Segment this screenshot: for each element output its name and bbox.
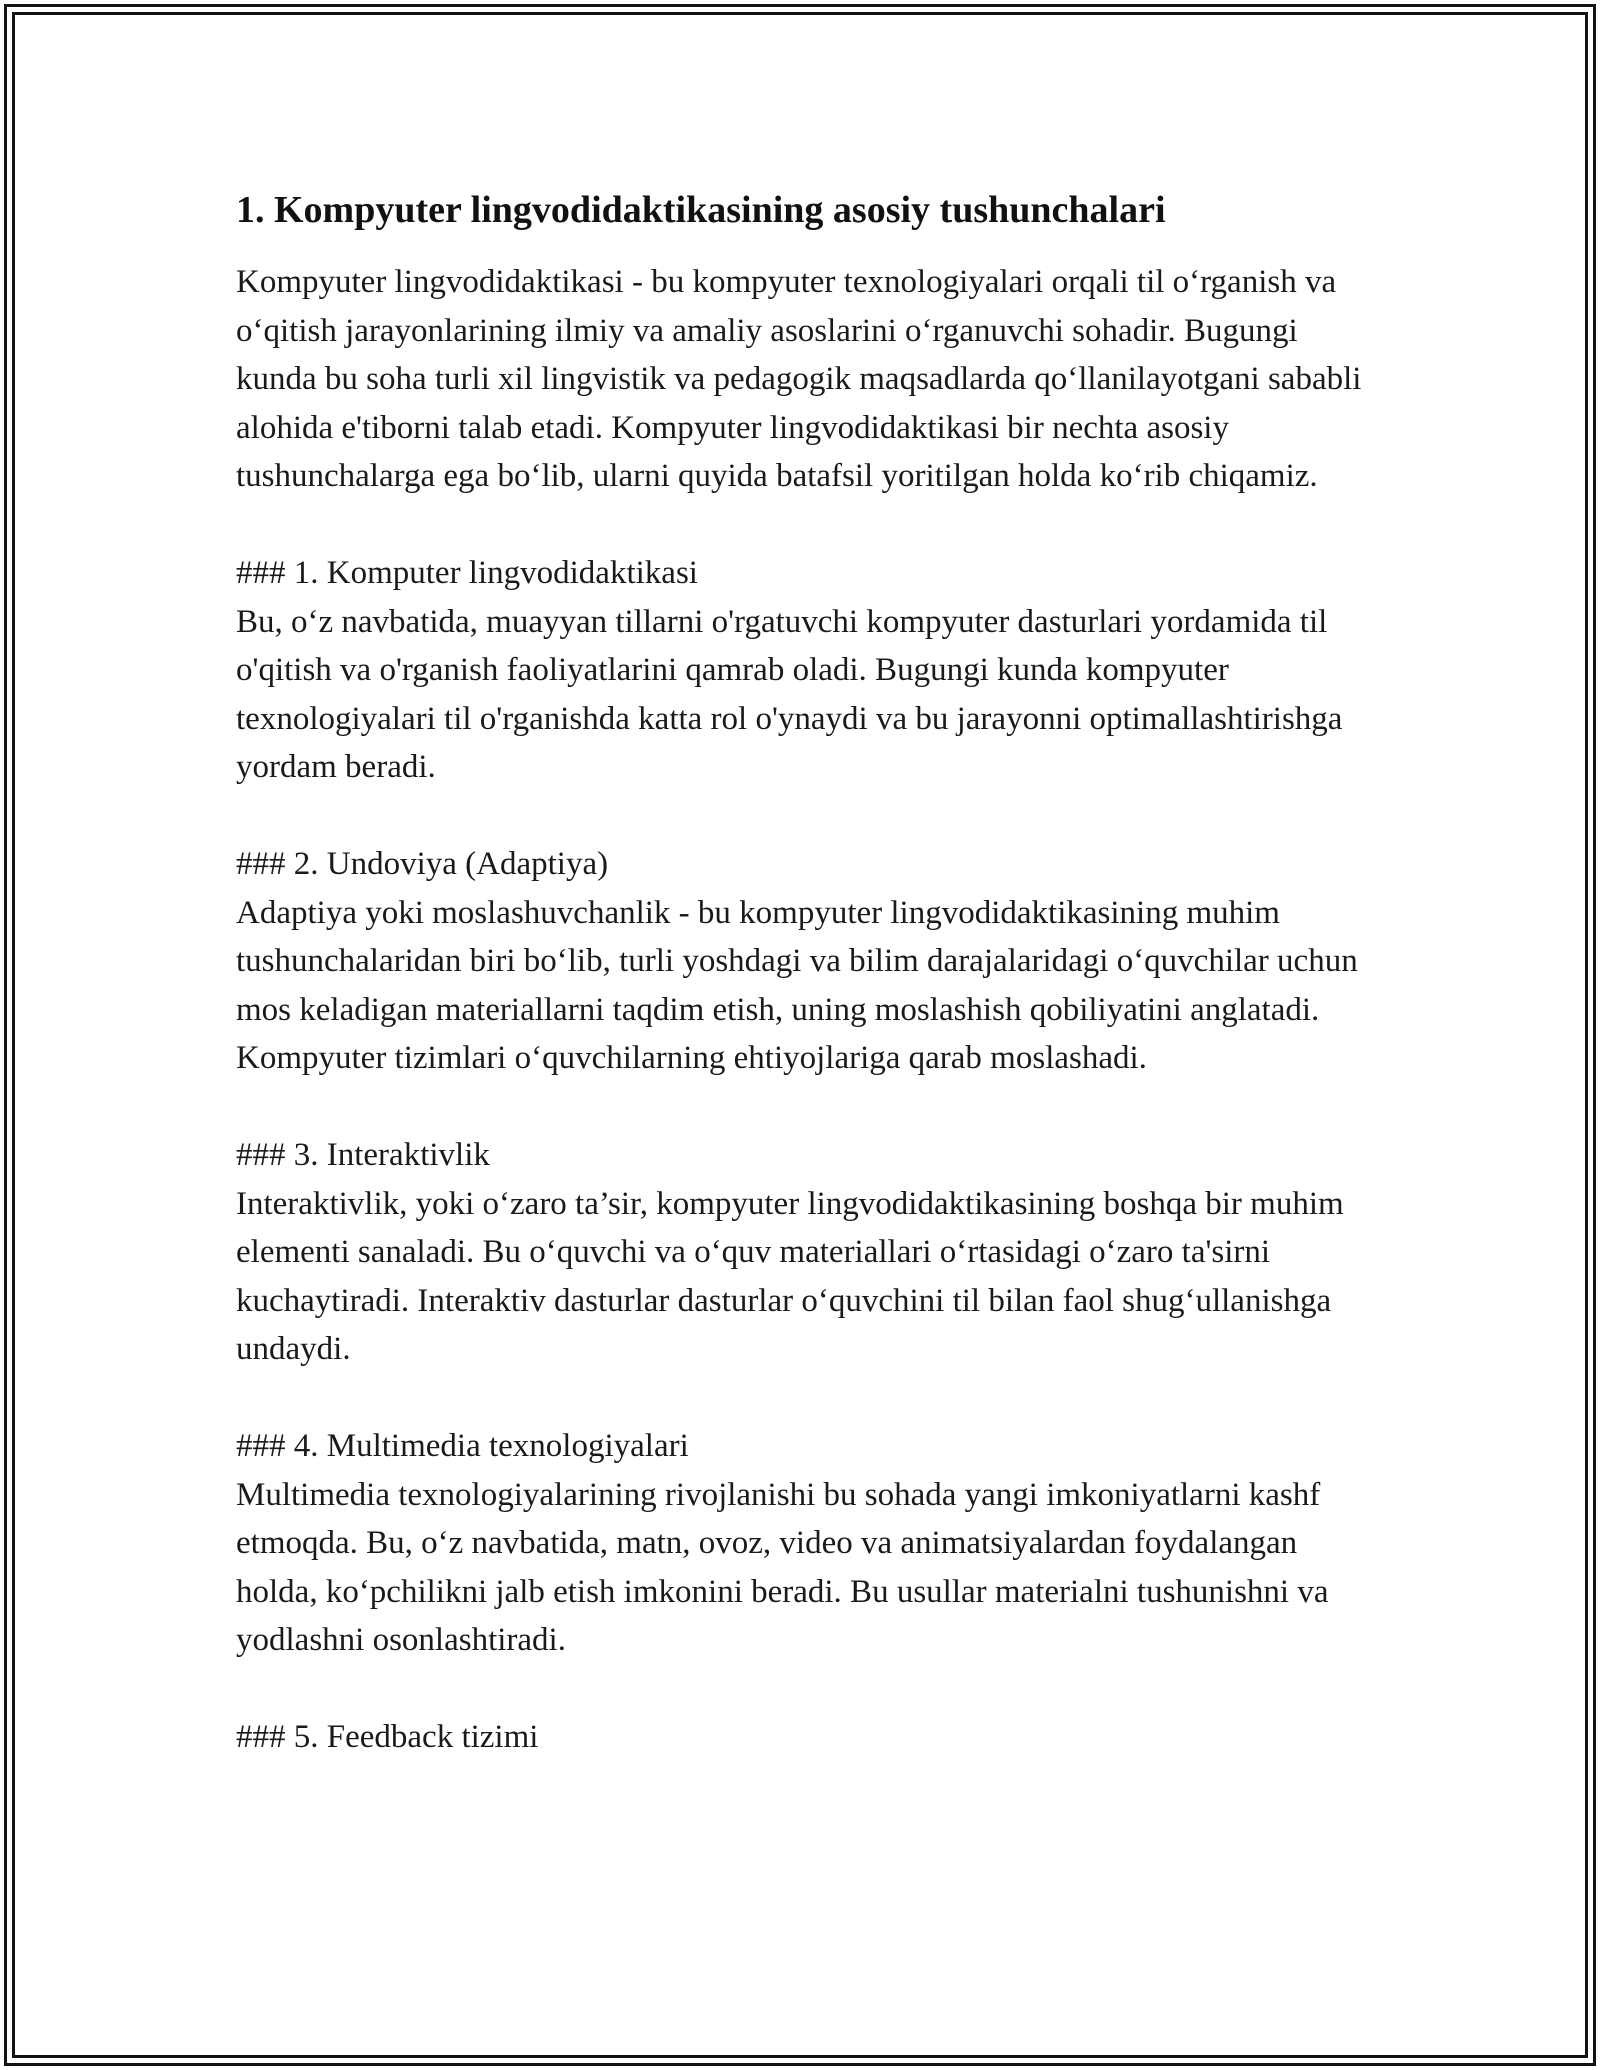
section-1 <box>236 549 1366 792</box>
section-heading: ### 5. Feedback tizimi <box>236 1719 539 1755</box>
section-heading: ### 2. Undoviya (Adaptiya) <box>236 846 609 882</box>
section-body: Adaptiya yoki moslashuvchanlik - bu kompyuter lingvodidaktikasining muhim tushunchalaridan biri bo‘lib, turli yoshdagi va bilim darajalaridagi o‘quvchilar uchun mos keladigan materiallarni taqdim etish, uning moslashish qobiliyatini anglatadi. Kompyuter tizimlari o‘quvchilarning ehtiyojlariga qarab moslashadi. <box>236 894 1358 1076</box>
section-body: Interaktivlik, yoki o‘zaro ta’sir, kompyuter lingvodidaktikasining boshqa bir muhim elementi sanaladi. Bu o‘quvchi va o‘quv materiallari o‘rtasidagi o‘zaro ta'sirni kuchaytiradi. Interaktiv dasturlar dasturlar o‘quvchini til bilan faol shug‘ullanishga undaydi. <box>236 1185 1344 1367</box>
section-body: Multimedia texnologiyalarining rivojlanishi bu sohada yangi imkoniyatlarni kashf etmoqda. Bu, o‘z navbatida, matn, ovoz, video va animatsiyalardan foydalangan holda, ko‘pchilikni jalb etish imkonini beradi. Bu usullar materialni tushunishni va yodlashni osonlashtiradi. <box>236 1476 1329 1658</box>
section-heading: ### 3. Interaktivlik <box>236 1137 490 1173</box>
section-3 <box>236 1131 1366 1374</box>
section-2 <box>236 840 1366 1083</box>
section-heading: ### 4. Multimedia texnologiyalari <box>236 1428 689 1464</box>
document-title: 1. Kompyuter lingvodidaktikasining asosiy tushunchalari <box>236 189 1166 231</box>
section-body: Bu, o‘z navbatida, muayyan tillarni o'rgatuvchi kompyuter dasturlari yordamida til o'qitish va o'rganish faoliyatlarini qamrab oladi. Bugungi kunda kompyuter texnologiyalari til o'rganishda katta rol o'ynaydi va bu jarayonni optimallashtirishga yordam beradi. <box>236 603 1343 785</box>
section-4 <box>236 1422 1366 1665</box>
section-heading: ### 1. Komputer lingvodidaktikasi <box>236 555 698 591</box>
section-5 <box>236 1713 1366 1762</box>
document-content <box>236 186 1366 1762</box>
intro-paragraph: Kompyuter lingvodidaktikasi - bu kompyuter texnologiyalari orqali til o‘rganish va o‘qitish jarayonlarining ilmiy va amaliy asoslarini o‘rganuvchi sohadir. Bugungi kunda bu soha turli xil lingvistik va pedagogik maqsadlarda qo‘llanilayotgani sababli alohida e'tiborni talab etadi. Kompyuter lingvodidaktikasi bir nechta asosiy tushunchalarga ega bo‘lib, ularni quyida batafsil yoritilgan holda ko‘rib chiqamiz. <box>236 264 1362 494</box>
